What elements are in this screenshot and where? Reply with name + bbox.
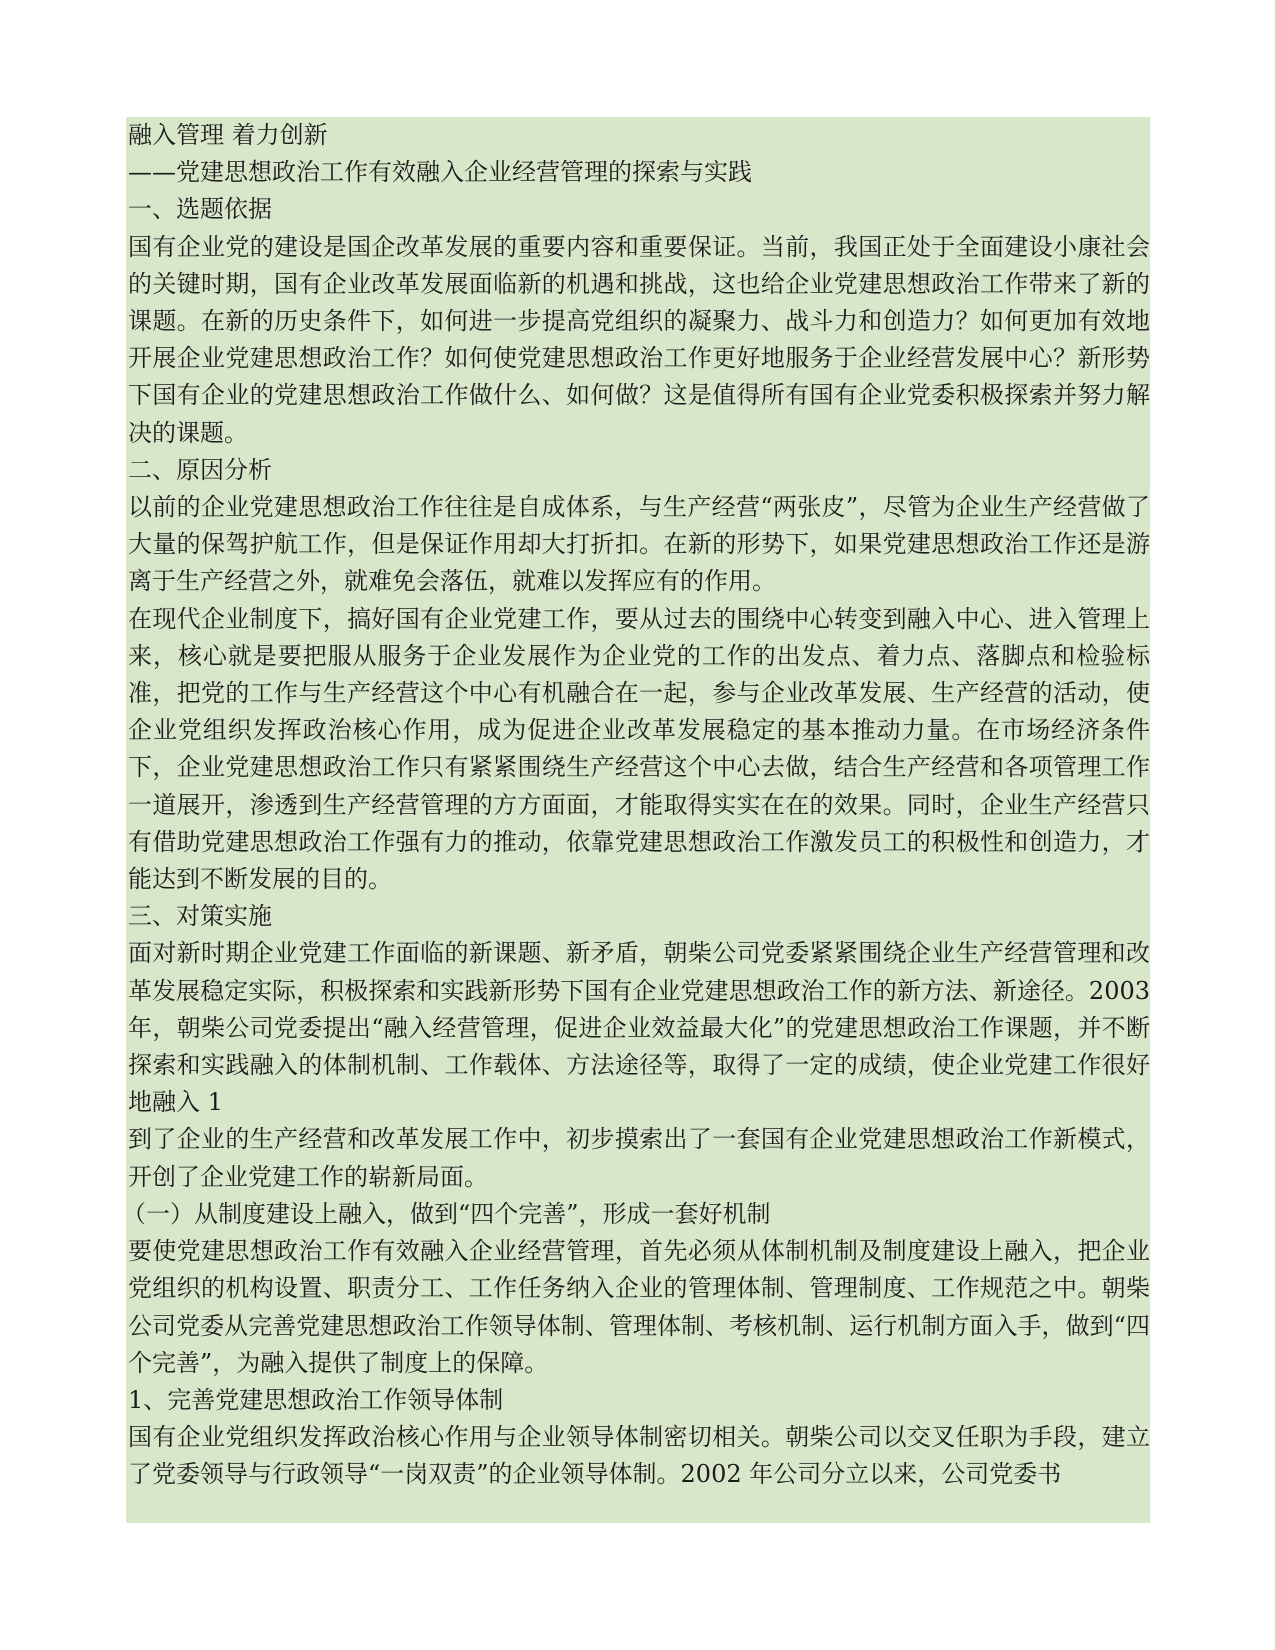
section-1-heading: 一、选题依据 — [128, 195, 272, 224]
item-1-heading: 1、完善党建思想政治工作领导体制 — [128, 1385, 504, 1414]
subsection-1-paragraph-1: 要使党建思想政治工作有效融入企业经营管理，首先必须从体制机制及制度建设上融入，把企业党组织的机构设置、职责分工、工作任务纳入企业的管理体制、管理制度、工作规范之中。朝柴公司党委从完善党建思想政治工作领导体制、管理体制、考核机制、运行机制方面入手，做到“四个完善”，为融入提供了制度上的保障。 — [128, 1237, 1150, 1377]
document-body — [122, 117, 1158, 1494]
document-subtitle: ——党建思想政治工作有效融入企业经营管理的探索与实践 — [128, 158, 752, 187]
subsection-1-heading: （一）从制度建设上融入，做到“四个完善”，形成一套好机制 — [122, 1199, 771, 1228]
section-1-paragraph-1: 国有企业党的建设是国企改革发展的重要内容和重要保证。当前，我国正处于全面建设小康社会的关键时期，国有企业改革发展面临新的机遇和挑战，这也给企业党建思想政治工作带来了新的课题。在新的历史条件下，如何进一步提高党组织的凝聚力、战斗力和创造力？如何更加有效地开展企业党建思想政治工作？如何使党建思想政治工作更好地服务于企业经营发展中心？新形势下国有企业的党建思想政治工作做什么、如何做？这是值得所有国有企业党委积极探索并努力解决的课题。 — [128, 232, 1150, 447]
document-title: 融入管理 着力创新 — [128, 121, 328, 149]
section-2-paragraph-2: 在现代企业制度下，搞好国有企业党建工作，要从过去的围绕中心转变到融入中心、进入管理上来，核心就是要把服从服务于企业发展作为企业党的工作的出发点、着力点、落脚点和检验标准，把党的工作与生产经营这个中心有机融合在一起，参与企业改革发展、生产经营的活动，使企业党组织发挥政治核心作用，成为促进企业改革发展稳定的基本推动力量。在市场经济条件下，企业党建思想政治工作只有紧紧围绕生产经营这个中心去做，结合生产经营和各项管理工作一道展开，渗透到生产经营管理的方方面面，才能取得实实在在的效果。同时，企业生产经营只有借助党建思想政治工作强有力的推动，依靠党建思想政治工作激发员工的积极性和创造力，才能达到不断发展的目的。 — [128, 604, 1150, 894]
section-3-paragraph-1: 面对新时期企业党建工作面临的新课题、新矛盾，朝柴公司党委紧紧围绕企业生产经营管理和改革发展稳定实际，积极探索和实践新形势下国有企业党建思想政治工作的新方法、新途径。2003 年，朝柴公司党委提出“融入经营管理，促进企业效益最大化”的党建思想政治工作课题，并不断探索和实践融入的体制机制、工作载体、方法途径等，取得了一定的成绩，使企业党建工作很好地融入 1 — [128, 939, 1158, 1117]
section-3-paragraph-2: 到了企业的生产经营和改革发展工作中，初步摸索出了一套国有企业党建思想政治工作新模式，开创了企业党建工作的崭新局面。 — [128, 1125, 1150, 1191]
document-page — [122, 117, 1158, 1523]
item-1-paragraph-1: 国有企业党组织发挥政治核心作用与企业领导体制密切相关。朝柴公司以交叉任职为手段，建立了党委领导与行政领导“一岗双责”的企业领导体制。2002 年公司分立以来，公司党委书 — [128, 1423, 1150, 1489]
section-2-paragraph-1: 以前的企业党建思想政治工作往往是自成体系，与生产经营“两张皮”，尽管为企业生产经营做了大量的保驾护航工作，但是保证作用却大打折扣。在新的形势下，如果党建思想政治工作还是游离于生产经营之外，就难免会落伍，就难以发挥应有的作用。 — [128, 493, 1150, 596]
section-2-heading: 二、原因分析 — [128, 455, 272, 484]
section-3-heading: 三、对策实施 — [128, 902, 272, 931]
